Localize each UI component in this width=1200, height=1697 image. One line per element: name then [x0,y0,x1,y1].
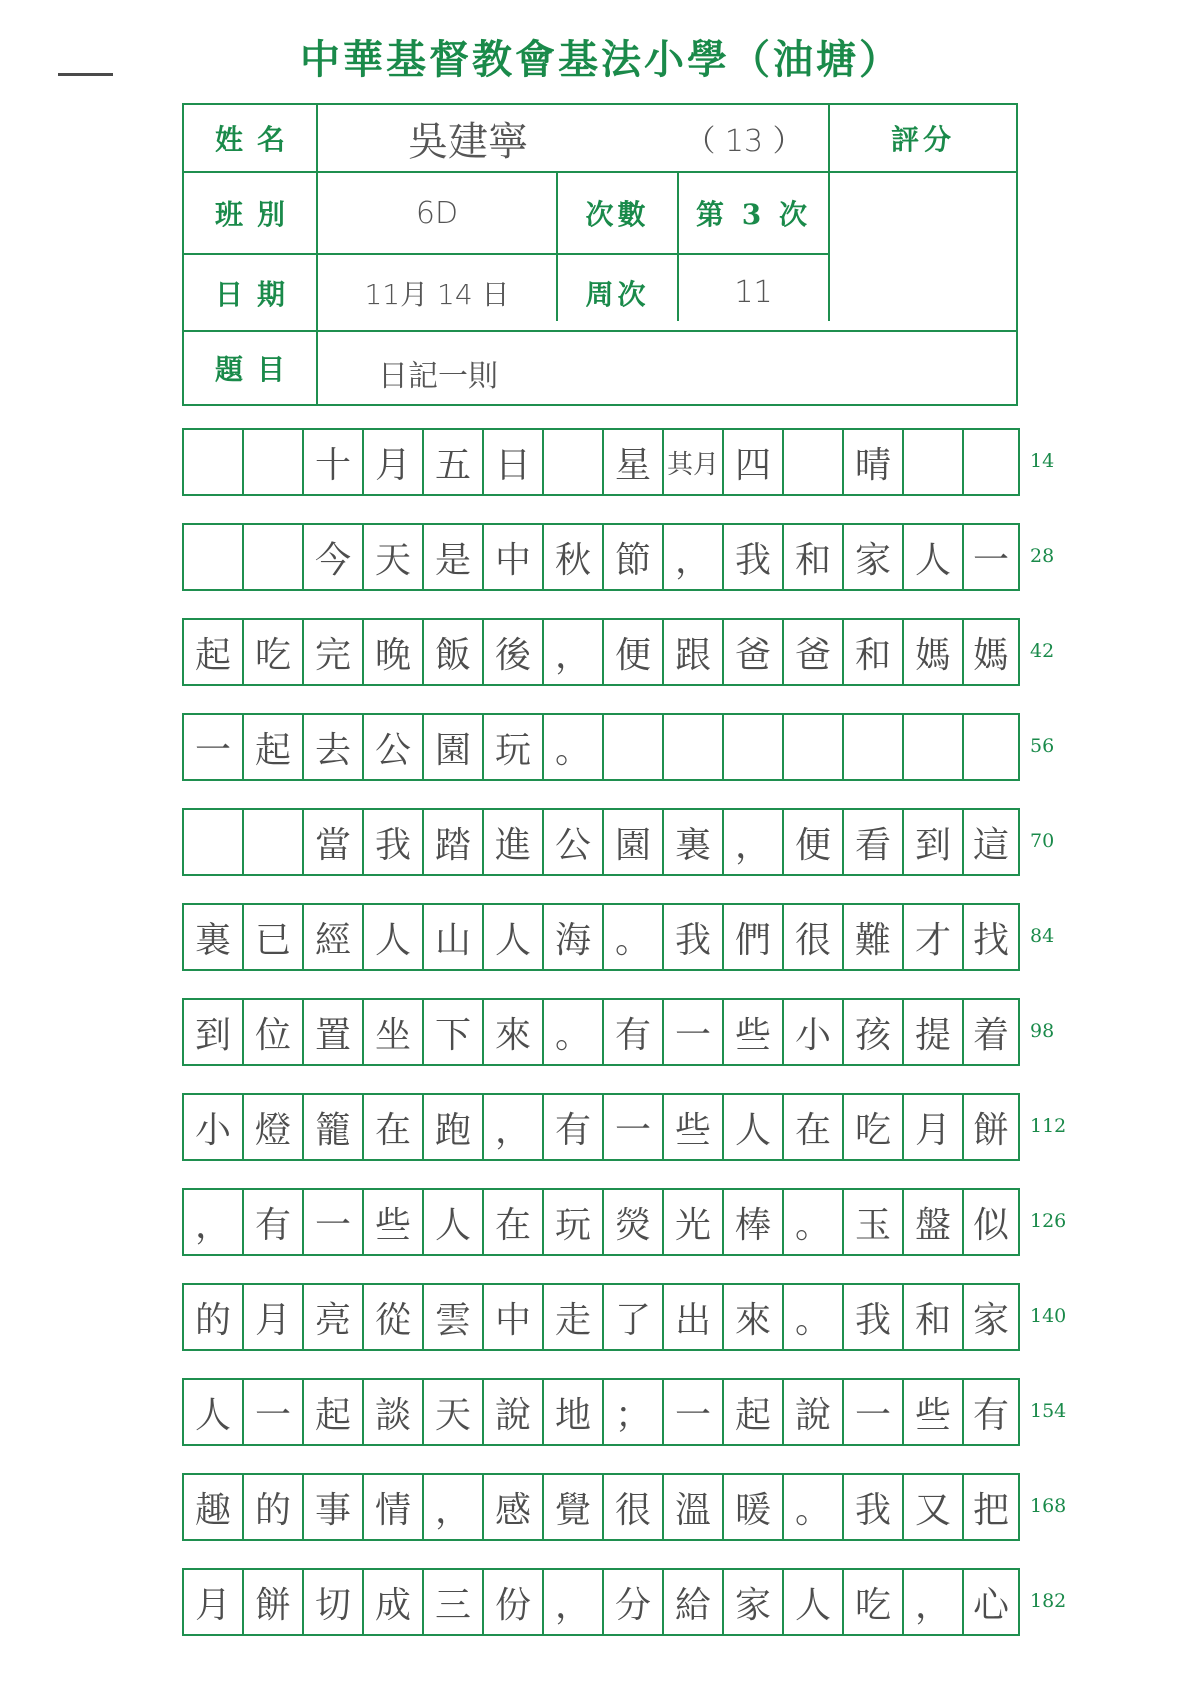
char-count: 126 [1030,1210,1067,1232]
grid-cell: 切 [304,1570,364,1634]
grid-cell: 有 [544,1095,604,1159]
grid-cell [844,715,904,779]
grid-cell: 玉 [844,1190,904,1254]
grid-cell: 些 [364,1190,424,1254]
grid-cell: 吃 [844,1095,904,1159]
grid-cell: 媽 [904,620,964,684]
grid-cell: 起 [244,715,304,779]
grid-cell: 難 [844,905,904,969]
grid-cell [964,715,1018,779]
week-value: 11 [734,275,773,310]
grid-cell: 。 [784,1190,844,1254]
grid-cell: 看 [844,810,904,874]
grid-cell: 爸 [784,620,844,684]
grid-cell: 月 [184,1570,244,1634]
times-value: 第 3 次 [696,198,811,231]
grid-cell: 一 [604,1095,664,1159]
grid-cell: 小 [784,1000,844,1064]
grid-cell: 籠 [304,1095,364,1159]
grid-cell: 又 [904,1475,964,1539]
grid-cell: 便 [604,620,664,684]
grid-cell: 今 [304,525,364,589]
grid-cell: 裏 [184,905,244,969]
grid-cell: 天 [364,525,424,589]
grid-cell: 坐 [364,1000,424,1064]
grid-cell: 盤 [904,1190,964,1254]
grid-row [182,428,1020,496]
grid-cell: 孩 [844,1000,904,1064]
date-value: 11月 14 日 [364,277,510,311]
grid-cell: 地 [544,1380,604,1444]
grid-cell [964,430,1018,494]
grid-row [182,1283,1020,1351]
grid-cell: 星 [604,430,664,494]
grid-cell: 這 [972,824,1009,866]
grid-cell: 月 [904,1095,964,1159]
char-count: 168 [1030,1495,1067,1517]
grid-cell: 一 [664,1380,724,1444]
class-value: 6D [415,195,459,231]
grid-cell: 出 [664,1285,724,1349]
grid-cell: 餅 [972,1109,1009,1151]
grid-cell: 成 [364,1570,424,1634]
grid-row [182,1093,1020,1161]
char-count: 42 [1030,640,1055,662]
grid-cell: 人 [424,1190,484,1254]
grid-cell: 完 [304,620,364,684]
grid-cell: 三 [424,1570,484,1634]
grid-cell: 一 [972,539,1009,581]
grid-cell: 日 [484,430,544,494]
grid-cell: 從 [364,1285,424,1349]
grid-cell: 在 [484,1190,544,1254]
grid-cell: 。 [544,715,604,779]
grid-cell: 天 [424,1380,484,1444]
grid-cell: ， [664,525,724,589]
grid-cell: 一 [844,1380,904,1444]
grid-cell: 很 [784,905,844,969]
grid-cell: 我 [664,905,724,969]
grid-cell: 家 [972,1299,1009,1341]
grid-cell: 雲 [424,1285,484,1349]
grid-cell: 。 [784,1285,844,1349]
grid-cell [784,715,844,779]
grid-cell: ， [904,1570,964,1634]
grid-row [182,618,1020,686]
grid-cell: 晚 [364,620,424,684]
grid-cell: 份 [484,1570,544,1634]
grid-cell: 些 [664,1095,724,1159]
grid-cell: 來 [724,1285,784,1349]
grid-cell: 已 [244,905,304,969]
grid-cell: 人 [484,905,544,969]
grid-cell: 們 [724,905,784,969]
grid-cell: 亮 [304,1285,364,1349]
name-value: 吳建寧 [408,118,528,165]
grid-cell: 趣 [184,1475,244,1539]
grid-cell: 在 [784,1095,844,1159]
grid-cell: 玩 [484,715,544,779]
grid-cell: 跑 [424,1095,484,1159]
grid-cell: 感 [484,1475,544,1539]
grid-cell: 位 [244,1000,304,1064]
score-label: 評分 [890,123,955,156]
grid-cell: 棒 [724,1190,784,1254]
grid-cell: 秋 [544,525,604,589]
grid-cell: 和 [904,1285,964,1349]
char-count: 28 [1030,545,1055,567]
grid-cell: 爸 [724,620,784,684]
grid-cell: 後 [484,620,544,684]
student-number: （ 13 ） [685,124,803,159]
grid-cell: 置 [304,1000,364,1064]
grid-cell: 有 [972,1394,1009,1436]
grid-cell: 提 [904,1000,964,1064]
grid-cell: 一 [244,1380,304,1444]
grid-cell: 到 [904,810,964,874]
grid-cell: 。 [544,1000,604,1064]
grid-cell: 便 [784,810,844,874]
grid-cell [664,715,724,779]
grid-cell: 玩 [544,1190,604,1254]
grid-cell: 吃 [244,620,304,684]
grid-cell: 起 [724,1380,784,1444]
grid-cell: 去 [304,715,364,779]
grid-cell: 起 [184,620,244,684]
grid-cell: 一 [664,1000,724,1064]
grid-row [182,1188,1020,1256]
grid-cell: 家 [844,525,904,589]
grid-cell: 一 [184,715,244,779]
grid-cell: 些 [724,1000,784,1064]
char-count: 98 [1030,1020,1055,1042]
grid-cell: 中 [484,1285,544,1349]
grid-cell: 下 [424,1000,484,1064]
grid-row [182,808,1020,876]
grid-cell: 我 [724,525,784,589]
grid-cell: 燈 [244,1095,304,1159]
grid-cell: 走 [544,1285,604,1349]
info-table [182,103,1018,406]
grid-cell: 。 [604,905,664,969]
grid-cell: 節 [604,525,664,589]
grid-cell: 園 [424,715,484,779]
grid-cell: 說 [484,1380,544,1444]
grid-cell: 到 [184,1000,244,1064]
grid-row [182,1568,1020,1636]
grid-cell: 。 [784,1475,844,1539]
grid-cell: 裏 [664,810,724,874]
grid-cell: 分 [604,1570,664,1634]
grid-cell: 人 [724,1095,784,1159]
grid-cell [184,810,244,874]
grid-cell: 起 [304,1380,364,1444]
grid-cell: 和 [844,620,904,684]
grid-cell: 我 [364,810,424,874]
grid-cell: 似 [972,1204,1009,1246]
grid-cell: ， [724,810,784,874]
grid-cell [544,430,604,494]
grid-cell: 小 [184,1095,244,1159]
grid-cell [904,715,964,779]
grid-cell: 溫 [664,1475,724,1539]
char-count: 84 [1030,925,1055,947]
grid-cell [244,810,304,874]
grid-cell: 十 [304,430,364,494]
grid-cell: 園 [604,810,664,874]
grid-cell: 當 [304,810,364,874]
grid-cell: ； [604,1380,664,1444]
grid-cell [184,525,244,589]
grid-cell: 餅 [244,1570,304,1634]
grid-cell: 月 [364,430,424,494]
grid-cell: 飯 [424,620,484,684]
grid-cell: 和 [784,525,844,589]
class-label: 班別 [214,198,299,231]
grid-cell: 熒 [604,1190,664,1254]
grid-cell: 的 [244,1475,304,1539]
grid-cell: 家 [724,1570,784,1634]
char-count: 112 [1030,1115,1067,1137]
grid-cell: ， [484,1095,544,1159]
grid-cell: 公 [364,715,424,779]
grid-cell [244,525,304,589]
grid-cell [604,715,664,779]
grid-cell: 把 [972,1489,1009,1531]
grid-cell: 情 [364,1475,424,1539]
grid-cell [904,430,964,494]
grid-cell [244,430,304,494]
char-count: 14 [1030,450,1055,472]
grid-cell: 是 [424,525,484,589]
grid-cell: ， [184,1190,244,1254]
grid-cell: 經 [304,905,364,969]
grid-row [182,903,1020,971]
grid-row [182,1378,1020,1446]
grid-cell: 些 [904,1380,964,1444]
grid-cell: 很 [604,1475,664,1539]
grid-cell: 公 [544,810,604,874]
grid-cell: 有 [244,1190,304,1254]
grid-row [182,998,1020,1066]
grid-cell: 心 [972,1584,1009,1626]
grid-cell: 了 [604,1285,664,1349]
grid-cell: 事 [304,1475,364,1539]
grid-cell: 其月 [664,430,724,494]
grid-cell: 人 [184,1380,244,1444]
grid-cell [724,715,784,779]
char-count: 154 [1030,1400,1067,1422]
grid-cell: 吃 [844,1570,904,1634]
grid-cell: 月 [244,1285,304,1349]
grid-cell: 光 [664,1190,724,1254]
grid-cell: 着 [972,1014,1009,1056]
grid-cell: ， [424,1475,484,1539]
margin-dash [58,73,113,76]
grid-cell: 我 [844,1285,904,1349]
char-count: 182 [1030,1590,1067,1612]
grid-cell: ， [544,1570,604,1634]
grid-cell: 山 [424,905,484,969]
grid-cell: 人 [784,1570,844,1634]
grid-row [182,523,1020,591]
grid-cell: 晴 [844,430,904,494]
grid-cell: ， [544,620,604,684]
char-count: 56 [1030,735,1055,757]
grid-cell: 海 [544,905,604,969]
grid-cell: 談 [364,1380,424,1444]
grid-cell: 人 [904,525,964,589]
grid-cell: 一 [304,1190,364,1254]
grid-cell: 的 [184,1285,244,1349]
grid-cell: 暖 [724,1475,784,1539]
grid-cell: 中 [484,525,544,589]
grid-cell: 媽 [972,634,1009,676]
grid-cell: 我 [844,1475,904,1539]
topic-label: 題目 [214,353,299,386]
topic-value: 日記一則 [378,359,498,394]
grid-cell [184,430,244,494]
grid-cell: 有 [604,1000,664,1064]
grid-row [182,1473,1020,1541]
school-title: 中華基督教會基法小學（油塘） [300,36,902,83]
grid-cell: 人 [364,905,424,969]
grid-cell: 五 [424,430,484,494]
name-label: 姓名 [214,123,299,156]
char-count: 70 [1030,830,1055,852]
grid-row [182,713,1020,781]
grid-cell: 找 [972,919,1009,961]
times-label: 次數 [585,198,650,231]
grid-cell: 進 [484,810,544,874]
grid-cell [784,430,844,494]
grid-cell: 跟 [664,620,724,684]
grid-cell: 來 [484,1000,544,1064]
grid-cell: 才 [904,905,964,969]
grid-cell: 給 [664,1570,724,1634]
char-count: 140 [1030,1305,1067,1327]
date-label: 日期 [214,277,299,311]
grid-cell: 四 [724,430,784,494]
grid-cell: 覺 [544,1475,604,1539]
grid-cell: 踏 [424,810,484,874]
grid-cell: 說 [784,1380,844,1444]
week-label: 周次 [585,277,650,311]
grid-cell: 在 [364,1095,424,1159]
